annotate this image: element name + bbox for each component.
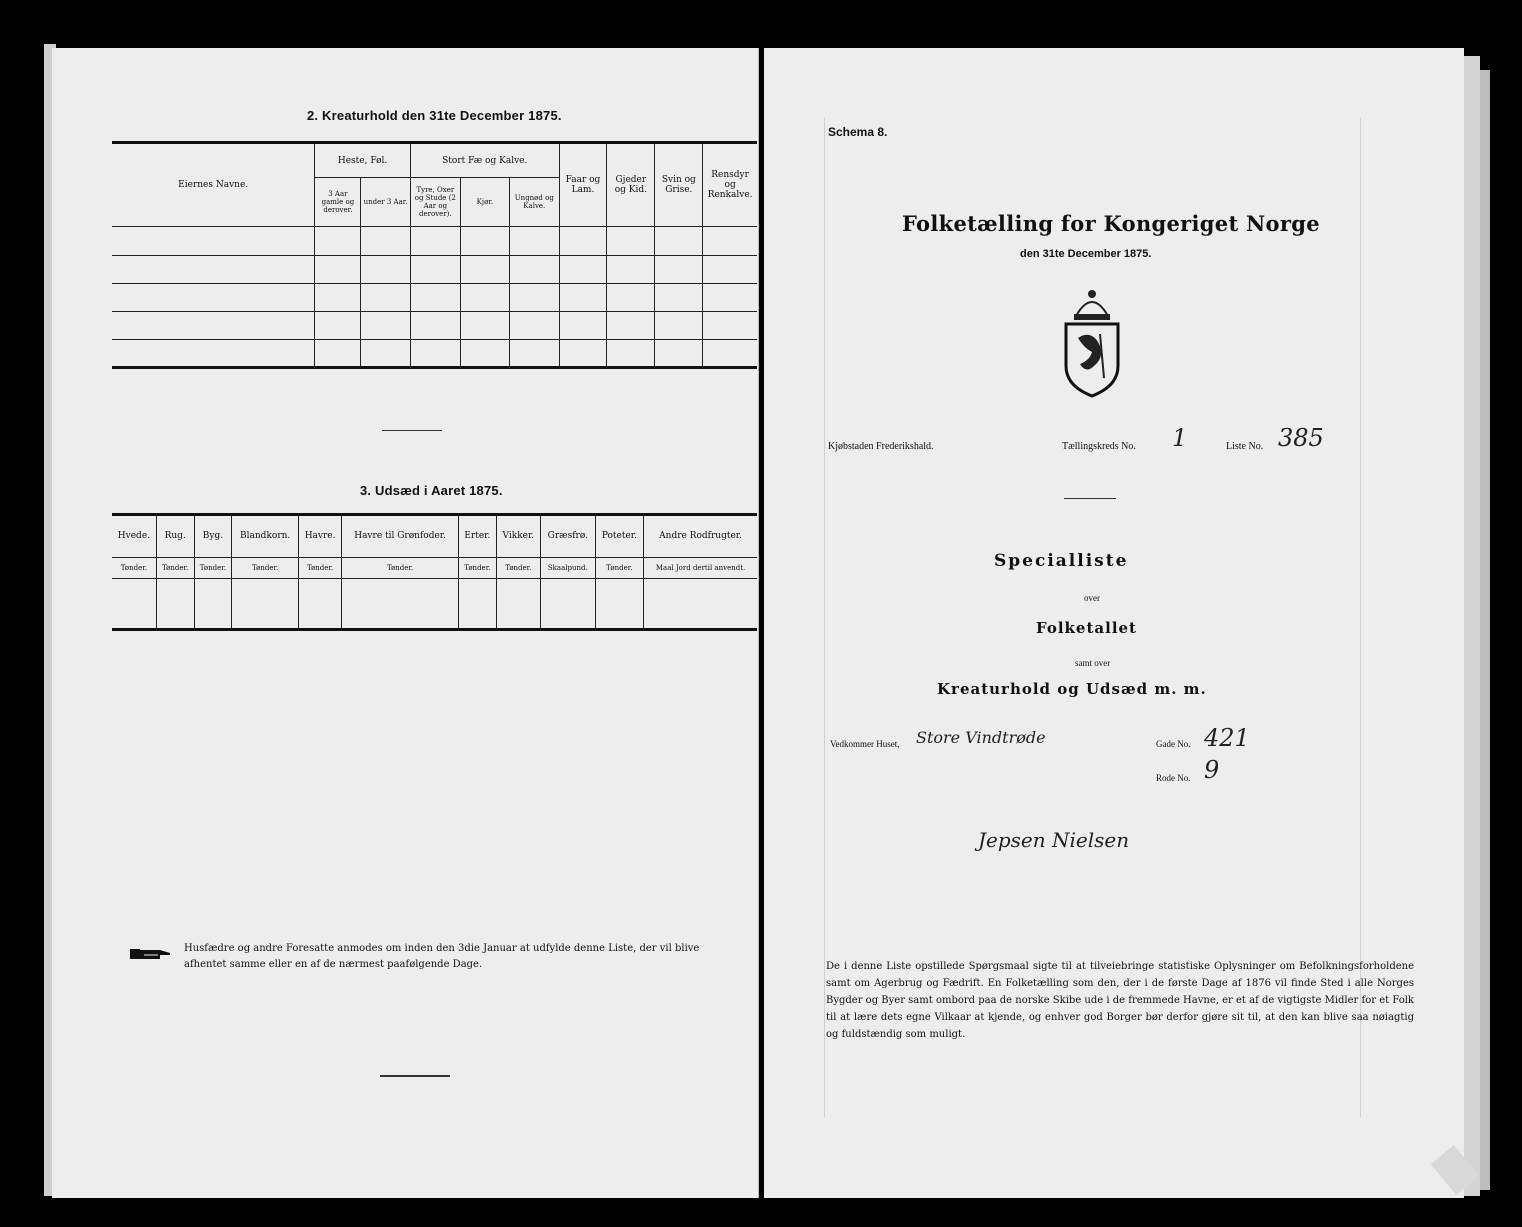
unit-header: Tønder. (458, 557, 496, 578)
reindeer-header: Rensdyr og Renkalve. (703, 143, 757, 227)
table-row (112, 227, 757, 255)
house-label: Vedkommer Huset, (830, 739, 900, 749)
rode-label: Rode No. (1156, 773, 1191, 783)
horse-old-header: 3 Aar gamle og derover. (315, 178, 361, 227)
kreds-label: Tællingskreds No. (1062, 441, 1136, 452)
kreds-value: 1 (1172, 424, 1188, 452)
census-title: Folketælling for Kongeriget Norge (902, 211, 1320, 236)
divider (382, 430, 442, 431)
liste-label: Liste No. (1226, 441, 1264, 452)
gade-value: 421 (1204, 724, 1250, 752)
table-row (112, 283, 757, 311)
table-row (112, 339, 757, 367)
cattle-header: Stort Fæ og Kalve. (410, 143, 559, 178)
unit-header: Maal Jord dertil anvendt. (644, 557, 757, 578)
crop-header: Græsfrø. (540, 515, 595, 558)
specialliste-heading: Specialliste (994, 551, 1129, 571)
notice-text: Husfædre og andre Foresatte anmodes om inden den 3die Januar at udfylde denne Liste, der vil blive afhentet samme eller en af de nærmest paafølgende Dage. (184, 943, 700, 970)
divider (1064, 498, 1116, 499)
livestock-title: 2. Kreaturhold den 31te December 1875. (307, 108, 562, 123)
crop-header: Havre. (299, 515, 342, 558)
unit-header: Tønder. (342, 557, 459, 578)
bulls-header: Tyre, Oxer og Stude (2 Aar og derover). (410, 178, 460, 227)
table-row (112, 578, 757, 629)
liste-value: 385 (1278, 424, 1324, 452)
unit-header: Tønder. (112, 557, 156, 578)
unit-header: Tønder. (595, 557, 643, 578)
horses-header: Heste, Føl. (315, 143, 410, 178)
crop-header: Rug. (156, 515, 194, 558)
crop-header: Andre Rodfrugter. (644, 515, 757, 558)
horse-young-header: under 3 Aar. (361, 178, 410, 227)
explanatory-paragraph: De i denne Liste opstillede Spørgsmaal sigte til at tilveiebringe statistiske Oplysninger om Befolkningsforholdene samt om Agerbrug og Fædrift. En Folketælling som den, der i de første Dage af 1876 vil finde Sted i alle Norges Bygder og Byer samt ombord paa de norske Skibe ude i de fremmede Havne, er et af de vigtigste Midler for et Folk til at lære dets egne Vilkaar at kjende, og enhver god Borger bør derfor gjøre sit til, at den kan blive saa nøiagtig og fuldstændig som muligt. (826, 961, 1414, 1040)
house-value: Store Vindtrøde (916, 728, 1046, 747)
crop-header: Blandkorn. (232, 515, 299, 558)
crop-header: Havre til Grønfoder. (342, 515, 459, 558)
over-text: over (1084, 593, 1100, 603)
ghost-column-left (774, 118, 825, 1118)
sheep-header: Faar og Lam. (559, 143, 607, 227)
right-page (764, 48, 1464, 1198)
left-page (52, 48, 759, 1198)
kreaturhold-heading: Kreaturhold og Udsæd m. m. (937, 680, 1207, 698)
town-label: Kjøbstaden Frederikshald. (828, 441, 934, 452)
crop-header: Poteter. (595, 515, 643, 558)
coat-of-arms-icon (1060, 286, 1124, 398)
unit-header: Tønder. (496, 557, 540, 578)
crop-header: Vikker. (496, 515, 540, 558)
crop-header: Byg. (194, 515, 232, 558)
livestock-table (112, 141, 757, 369)
crop-header: Erter. (458, 515, 496, 558)
samt-over-text: samt over (1075, 658, 1111, 668)
unit-header: Skaalpund. (540, 557, 595, 578)
crop-header: Hvede. (112, 515, 156, 558)
owner-col-header: Eiernes Navne. (112, 143, 315, 227)
gade-label: Gade No. (1156, 739, 1191, 749)
cows-header: Kjør. (460, 178, 509, 227)
goats-header: Gjeder og Kid. (607, 143, 655, 227)
folketallet-heading: Folketallet (1036, 619, 1137, 637)
seed-table (112, 513, 757, 631)
unit-header: Tønder. (194, 557, 232, 578)
unit-header: Tønder. (299, 557, 342, 578)
rode-value: 9 (1204, 756, 1220, 784)
pointing-hand-icon (130, 946, 172, 962)
unit-header: Tønder. (232, 557, 299, 578)
pigs-header: Svin og Grise. (655, 143, 703, 227)
unit-header: Tønder. (156, 557, 194, 578)
seed-title: 3. Udsæd i Aaret 1875. (360, 483, 503, 498)
schema-number: Schema 8. (828, 125, 888, 139)
table-row (112, 311, 757, 339)
signature: Jepsen Nielsen (978, 828, 1130, 852)
young-cattle-header: Ungnød og Kalve. (509, 178, 559, 227)
census-date: den 31te December 1875. (1020, 248, 1152, 260)
table-row (112, 255, 757, 283)
divider (380, 1075, 450, 1077)
